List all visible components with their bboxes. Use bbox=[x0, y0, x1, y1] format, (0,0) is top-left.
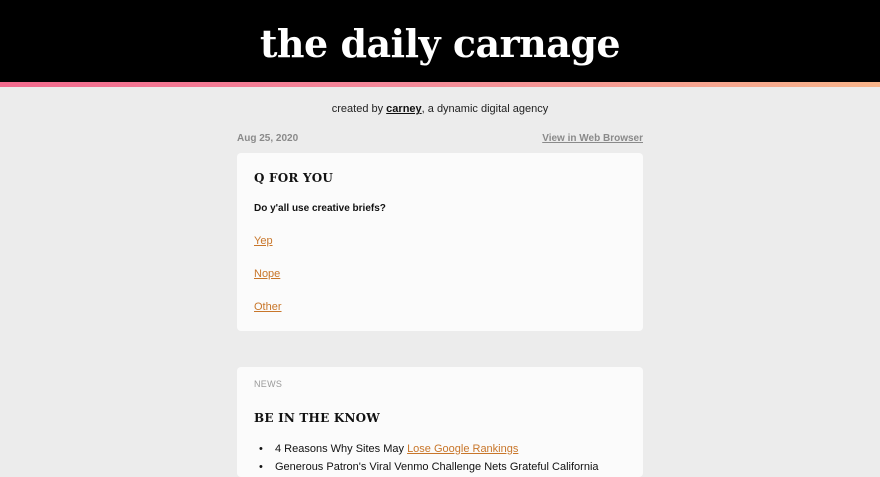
credit-line bbox=[0, 103, 880, 115]
issue-date: Aug 25, 2020 bbox=[237, 133, 299, 144]
answer-nope-link[interactable]: Nope bbox=[254, 268, 281, 280]
poll-question: Do y'all use creative briefs? bbox=[254, 203, 386, 214]
bullet-icon: • bbox=[259, 443, 263, 455]
news-card bbox=[237, 367, 643, 477]
masthead bbox=[0, 0, 880, 82]
news-item-text: 4 Reasons Why Sites May bbox=[275, 443, 408, 455]
news-kicker: NEWS bbox=[254, 379, 283, 389]
credit-suffix: , a dynamic digital agency bbox=[421, 103, 549, 115]
news-item-link[interactable]: Lose Google Rankings bbox=[407, 443, 519, 455]
news-list bbox=[254, 441, 599, 477]
bullet-icon: • bbox=[259, 461, 263, 473]
news-title: BE IN THE KNOW bbox=[254, 411, 380, 425]
view-in-browser-link[interactable]: View in Web Browser bbox=[542, 133, 643, 144]
credit-prefix: created by bbox=[331, 103, 387, 115]
news-item bbox=[254, 441, 599, 457]
accent-gradient-bar bbox=[0, 82, 880, 87]
poll-title: Q FOR YOU bbox=[254, 171, 334, 185]
newsletter-logo: the daily carnage bbox=[259, 20, 621, 66]
news-item-text: Generous Patron's Viral Venmo Challenge Nets Grateful California bbox=[275, 461, 599, 473]
answer-yep-link[interactable]: Yep bbox=[254, 235, 273, 247]
answer-other-link[interactable]: Other bbox=[254, 301, 282, 313]
poll-card bbox=[237, 153, 643, 331]
news-item bbox=[254, 459, 599, 475]
meta-row bbox=[237, 133, 643, 144]
carney-link[interactable]: carney bbox=[386, 103, 422, 115]
